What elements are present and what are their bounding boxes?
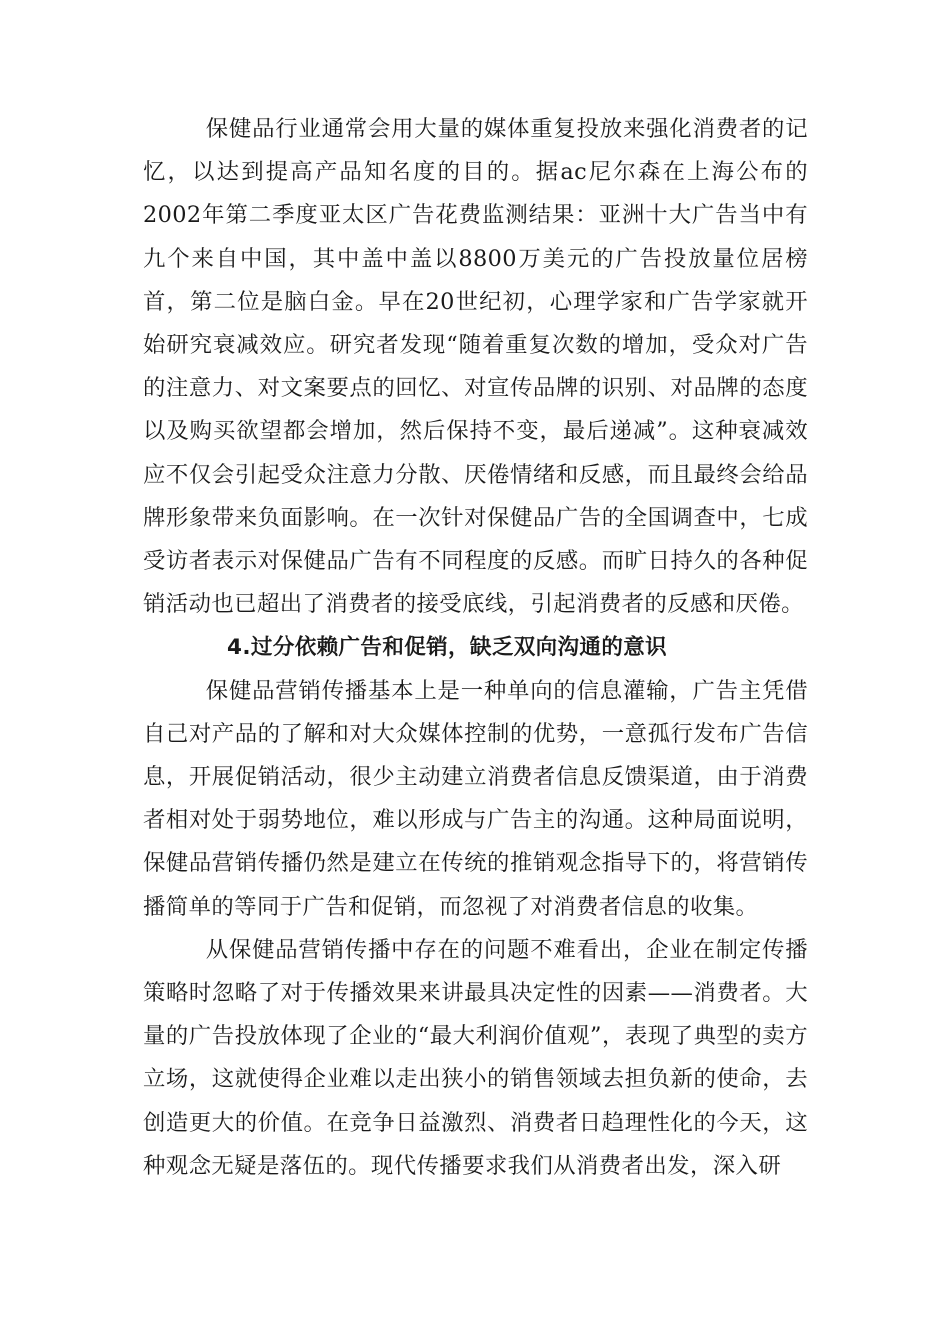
section-heading: 4.过分依赖广告和促销，缺乏双向沟通的意识 [227, 635, 668, 661]
body-paragraph: 保健品行业通常会用大量的媒体重复投放来强化消费者的记忆，以达到提高产品知名度的目的。据ac尼尔森在上海公布的2002年第二季度亚太区广告花费监测结果：亚洲十大广告当中有九个来自中国，其中盖中盖以8800万美元的广告投放量位居榜首，第二位是脑白金。早在20世纪初，心理学家和广告学家就开始研究衰减效应。研究者发现“随着重复次数的增加，受众对广告的注意力、对文案要点的回忆、对宣传品牌的识别、对品牌的态度以及购买欲望都会增加，然后保持不变，最后递减”。这种衰减效应不仅会引起受众注意力分散、厌倦情绪和反感，而且最终会给品牌形象带来负面影响。在一次针对保健品广告的全国调查中，七成受访者表示对保健品广告有不同程度的反感。而旷日持久的各种促销活动也已超出了消费者的接受底线，引起消费者的反感和厌倦。 [143, 116, 808, 618]
body-paragraph: 保健品营销传播基本上是一种单向的信息灌输，广告主凭借自己对产品的了解和对大众媒体控制的优势，一意孤行发布广告信息，开展促销活动，很少主动建立消费者信息反馈渠道，由于消费者相对处于弱势地位，难以形成与广告主的沟通。这种局面说明，保健品营销传播仍然是建立在传统的推销观念指导下的，将营销传播简单的等同于广告和促销，而忽视了对消费者信息的收集。 [143, 677, 808, 920]
body-paragraph: 从保健品营销传播中存在的问题不难看出，企业在制定传播策略时忽略了对于传播效果来讲最具决定性的因素——消费者。大量的广告投放体现了企业的“最大利润价值观”，表现了典型的卖方立场，这就使得企业难以走出狭小的销售领域去担负新的使命，去创造更大的价值。在竞争日益激烈、消费者日趋理性化的今天，这种观念无疑是落伍的。现代传播要求我们从消费者出发，深入研 [143, 936, 808, 1179]
document-body [143, 108, 808, 1188]
